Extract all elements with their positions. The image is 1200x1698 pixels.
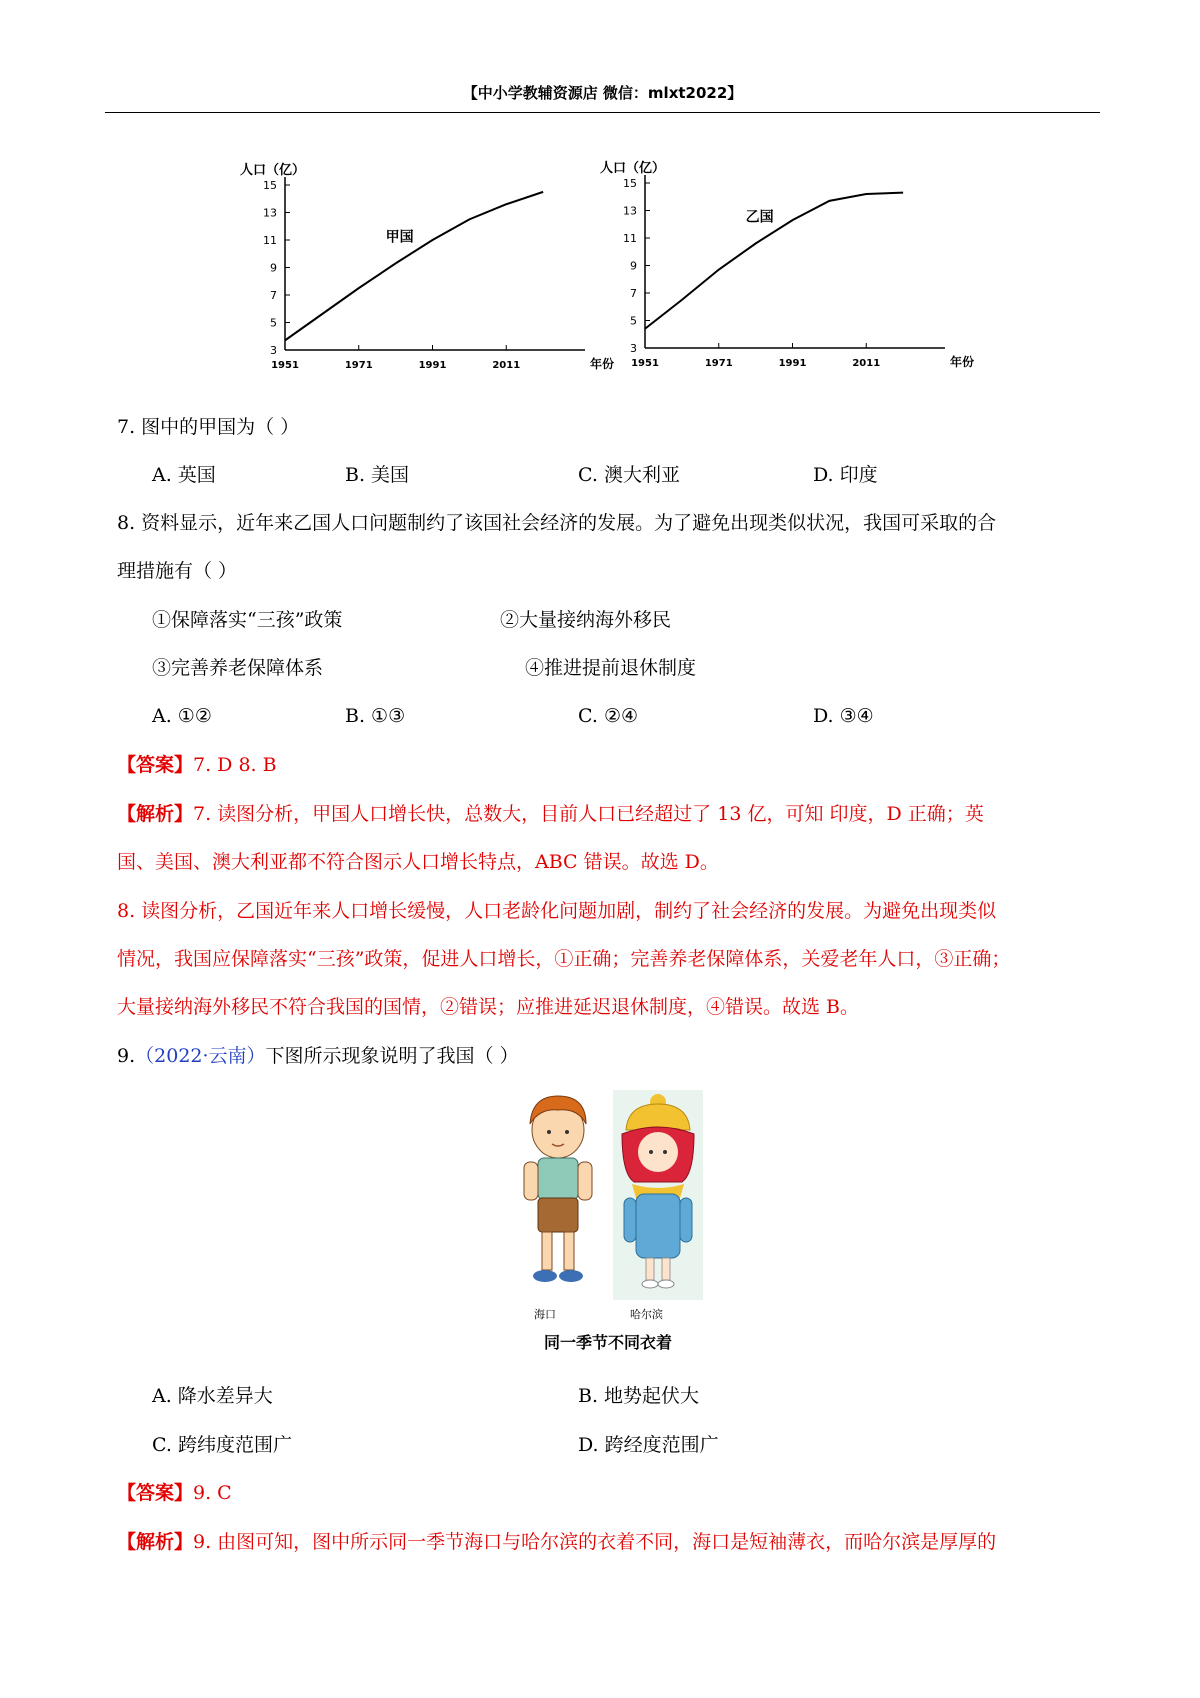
q7-stem: 7. 图中的甲国为（ ） (117, 416, 300, 438)
x-axis-label: 年份 (950, 355, 975, 369)
chart-yi (600, 158, 975, 382)
answer9-label: 【答案】 (117, 1482, 194, 1504)
analysis-7-8-line3: 8. 读图分析，乙国近年来人口增长缓慢，人口老龄化问题加剧，制约了社会经济的发展。为避免出现类似 (117, 900, 997, 922)
q8-item-3: ③完善养老保障体系 (152, 657, 324, 679)
y-axis-label: 人口（亿） (240, 163, 306, 178)
x-tick-label: 1951 (631, 358, 659, 369)
y-tick-label: 13 (623, 204, 637, 218)
q9-option-d[interactable]: D. 跨经度范围广 (578, 1434, 719, 1456)
page-header: 【中小学教辅资源店 微信：mlxt2022】 (462, 84, 743, 102)
q9-option-b[interactable]: B. 地势起伏大 (578, 1385, 700, 1407)
y-tick-label: 9 (630, 259, 637, 273)
series-line (645, 193, 903, 329)
x-tick-label: 1991 (418, 360, 447, 371)
answer-7-8 (117, 752, 277, 778)
analysis9-label: 【解析】 (117, 1531, 194, 1553)
analysis9-text: 9. 由图可知，图中所示同一季节海口与哈尔滨的衣着不同，海口是短袖薄衣，而哈尔滨是厚厚的 (193, 1531, 997, 1553)
q9-number: 9. (117, 1045, 136, 1067)
q8-stem-line2: 理措施有（ ） (117, 560, 238, 582)
q9-source: （2022·云南） (135, 1045, 266, 1067)
analysis-9-line1 (117, 1529, 996, 1555)
analysis-7-8-line5: 大量接纳海外移民不符合我国的国情，②错误；应推进延迟退休制度，④错误。故选 B。 (117, 996, 860, 1018)
figure-label-harbin: 哈尔滨 (630, 1308, 663, 1321)
q9-option-c[interactable]: C. 跨纬度范围广 (152, 1434, 292, 1456)
y-axis-label: 人口（亿） (600, 161, 666, 176)
y-tick-label: 15 (623, 177, 637, 190)
analysis-7-8-line2: 国、美国、澳大利亚都不符合图示人口增长特点，ABC 错误。故选 D。 (117, 851, 719, 873)
analysis-text: 7. 读图分析，甲国人口增长快，总数大，目前人口已经超过了 13 亿，可知 印度，D 正确；英 (193, 803, 984, 825)
q8-stem-line1: 8. 资料显示，近年来乙国人口问题制约了该国社会经济的发展。为了避免出现类似状况，我国可采取的合 (117, 512, 997, 534)
y-tick-label: 3 (630, 342, 637, 355)
q8-option-a[interactable]: A. ①② (152, 705, 212, 727)
x-tick-label: 1971 (344, 360, 373, 371)
figure-caption: 同一季节不同衣着 (543, 1333, 672, 1352)
q8-item-2: ②大量接纳海外移民 (500, 609, 672, 631)
y-tick-label: 9 (270, 261, 277, 275)
series-label: 甲国 (385, 229, 414, 246)
answer-label: 【答案】 (117, 754, 194, 776)
answer9-text: 9. C (193, 1482, 232, 1504)
answer-9 (117, 1480, 232, 1506)
x-axis-label: 年份 (590, 357, 615, 371)
boy-figure (524, 1096, 592, 1282)
y-tick-label: 11 (263, 234, 277, 247)
x-tick-label: 1951 (271, 360, 299, 371)
analysis-label: 【解析】 (117, 803, 194, 825)
header-rule (105, 112, 1100, 113)
series-line (285, 192, 543, 341)
y-tick-label: 7 (630, 287, 637, 300)
chart-jia (240, 160, 615, 384)
q8-item-1: ①保障落实“三孩”政策 (152, 609, 343, 631)
q7-option-a[interactable]: A. 英国 (152, 464, 216, 486)
y-tick-label: 11 (623, 232, 637, 245)
y-tick-label: 7 (270, 289, 277, 302)
q8-option-c[interactable]: C. ②④ (578, 705, 639, 727)
q8-option-b[interactable]: B. ①③ (345, 705, 406, 727)
series-label: 乙国 (745, 209, 774, 226)
x-tick-label: 2011 (492, 360, 521, 371)
girl-figure (613, 1090, 703, 1300)
x-tick-label: 1991 (778, 358, 807, 369)
q7-option-d[interactable]: D. 印度 (813, 464, 878, 486)
y-tick-label: 3 (270, 344, 277, 357)
figure-label-haikou: 海口 (534, 1308, 556, 1321)
analysis-7-8-line4: 情况，我国应保障落实“三孩”政策，促进人口增长，①正确；完善养老保障体系，关爱老年人口，③正确； (117, 948, 1011, 970)
x-tick-label: 1971 (704, 358, 733, 369)
y-tick-label: 15 (263, 179, 277, 192)
y-tick-label: 5 (630, 314, 637, 328)
chart-yi-svg (600, 158, 975, 378)
y-tick-label: 5 (270, 316, 277, 330)
q8-item-4: ④推进提前退休制度 (525, 657, 697, 679)
analysis-7-8-line1 (117, 801, 984, 827)
answer-text: 7. D 8. B (193, 754, 277, 776)
q8-option-d[interactable]: D. ③④ (813, 705, 874, 727)
chart-jia-svg (240, 160, 615, 380)
y-tick-label: 13 (263, 206, 277, 220)
x-tick-label: 2011 (852, 358, 881, 369)
q9-option-a[interactable]: A. 降水差异大 (152, 1385, 273, 1407)
q7-option-b[interactable]: B. 美国 (345, 464, 410, 486)
q9-stem-text: 下图所示现象说明了我国（ ） (265, 1045, 519, 1067)
q9-stem (117, 1043, 519, 1069)
q7-option-c[interactable]: C. 澳大利亚 (578, 464, 680, 486)
